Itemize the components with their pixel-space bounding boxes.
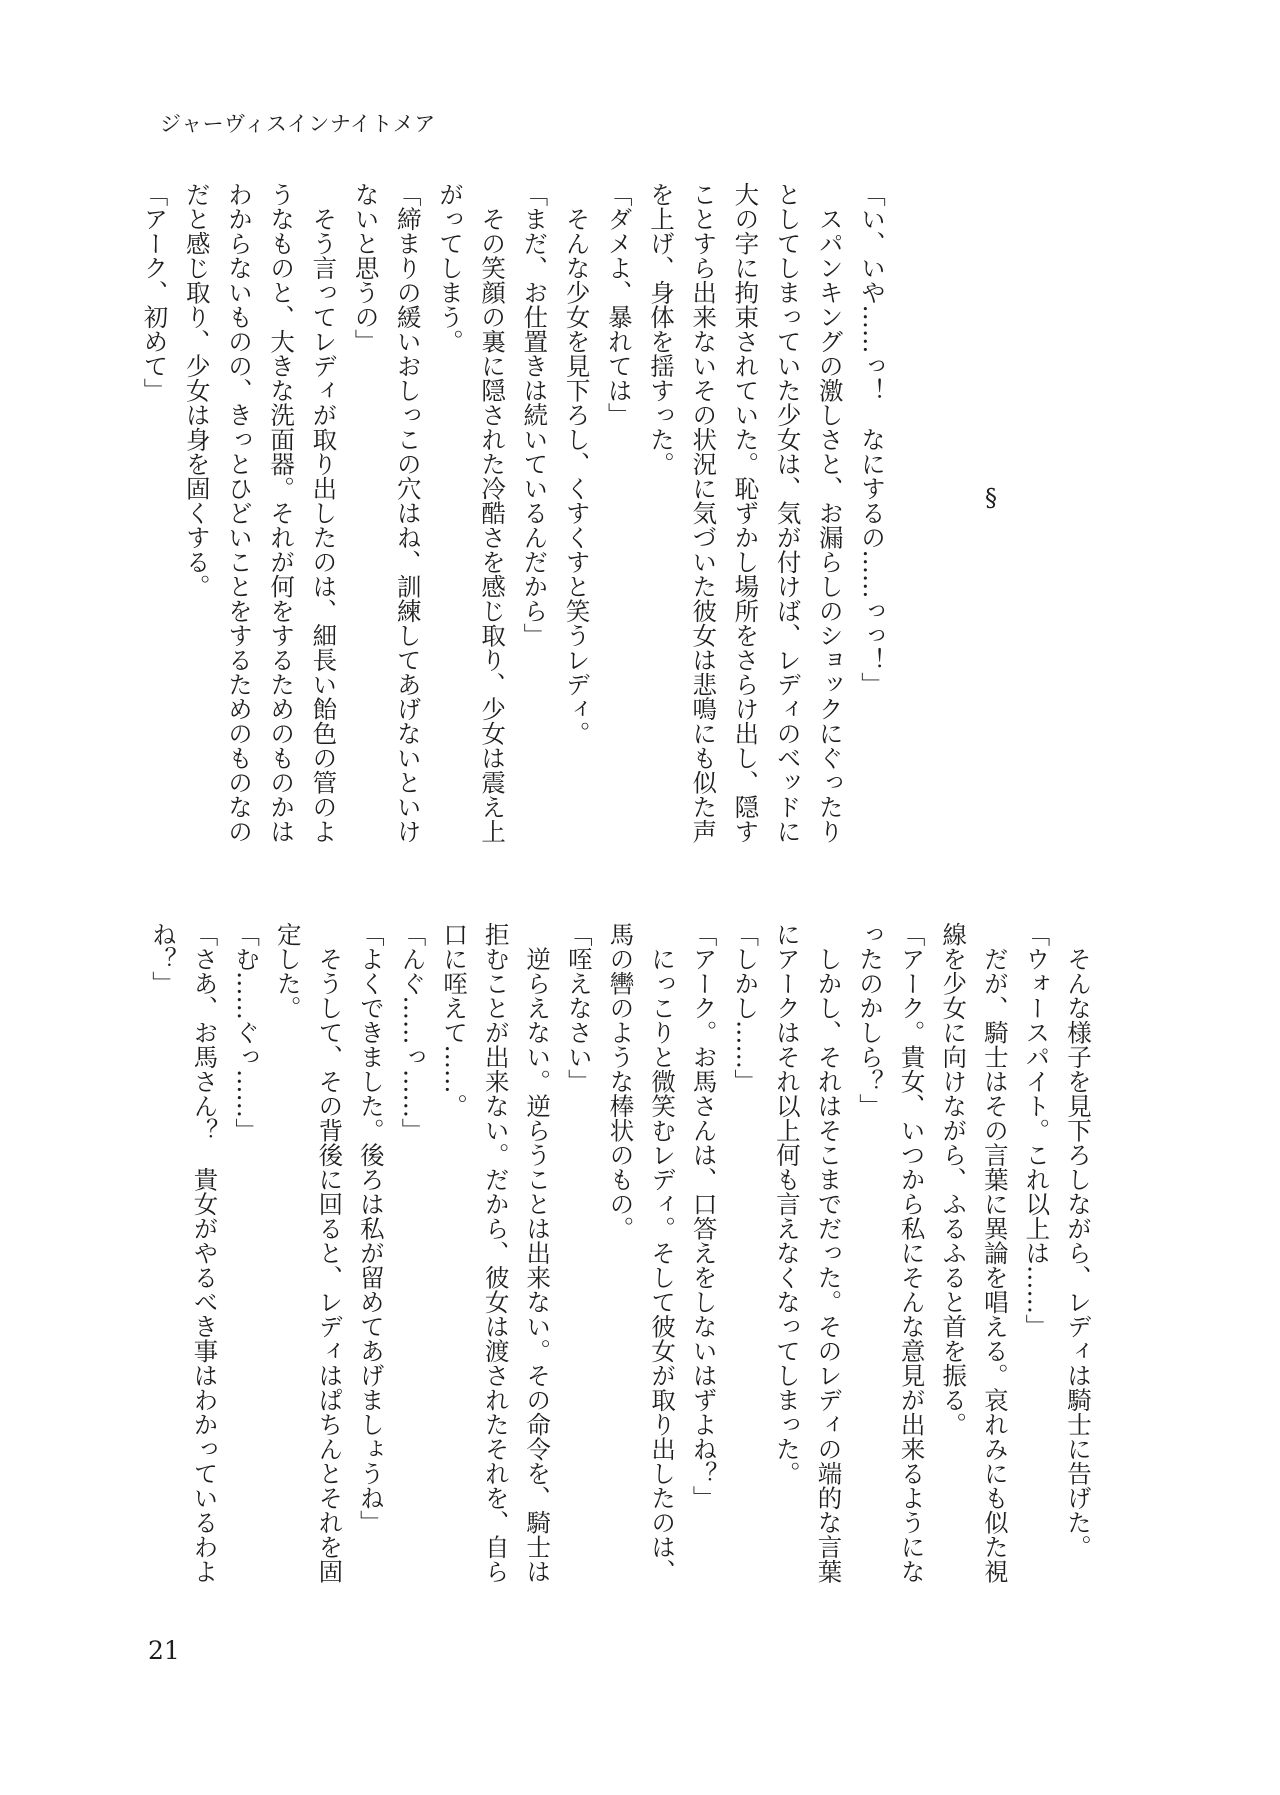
text-line: 口に咥えて……。 bbox=[440, 922, 470, 1118]
page-number: 21 bbox=[148, 1636, 180, 1665]
text-line: としてしまっていた少女は、気が付けば、レディのベッドに bbox=[773, 182, 803, 844]
text-line: しかし、それはそこまでだった。そのレディの端的な言葉 bbox=[814, 922, 844, 1584]
text-line: 「ウォースパイト。これ以上は……」 bbox=[1022, 922, 1052, 1339]
text-line: 「アーク。お馬さんは、口答えをしないはずよね？」 bbox=[689, 922, 719, 1510]
text-line: ったのかしら？」 bbox=[856, 922, 886, 1118]
text-line: 「締まりの緩いおしっこの穴はね、訓練してあげないといけ bbox=[393, 182, 423, 844]
text-line: 「い、いや……っ！ なにするの……っっ！」 bbox=[858, 182, 887, 697]
text-line: 「まだ、お仕置きは続いているんだから」 bbox=[520, 182, 550, 648]
text-block-lower bbox=[142, 922, 1099, 1592]
text-line: だと感じ取り、少女は身を固くする。 bbox=[182, 182, 212, 599]
text-line: 線を少女に向けながら、ふるふると首を振る。 bbox=[939, 922, 969, 1437]
text-line: 「んぐ……っ……」 bbox=[398, 922, 428, 1143]
text-line: 大の字に拘束されていた。恥ずかし場所をさらけ出し、隠す bbox=[731, 182, 761, 844]
text-block-upper bbox=[133, 182, 893, 852]
text-line: 「よくできました。後ろは私が留めてあげましょうね」 bbox=[356, 922, 386, 1535]
text-line: にアークはそれ以上何も言えなくなってしまった。 bbox=[772, 922, 802, 1486]
text-line: を上げ、身体を揺すった。 bbox=[646, 182, 676, 476]
text-line: 「アーク、初めて」 bbox=[140, 182, 170, 403]
text-line: だが、騎士はその言葉に異論を唱える。哀れみにも似た視 bbox=[980, 922, 1010, 1584]
text-line: そんな様子を見下ろしながら、レディは騎士に告げた。 bbox=[1064, 922, 1093, 1559]
text-line: がってしまう。 bbox=[435, 182, 465, 354]
section-break-mark: § bbox=[985, 484, 997, 512]
running-title: ジャーヴィスインナイトメア bbox=[160, 112, 436, 136]
text-line: その笑顔の裏に隠された冷酷さを感じ取り、少女は震え上 bbox=[478, 182, 508, 844]
text-line: 「しかし……」 bbox=[731, 922, 761, 1094]
text-line: うなものと、大きな洗面器。それが何をするためのものかは bbox=[267, 182, 297, 844]
text-line: 拒むことが出来ない。だから、彼女は渡されたそれを、自ら bbox=[481, 922, 511, 1584]
text-line: 「ダメよ、暴れては」 bbox=[604, 182, 634, 427]
text-line: スパンキングの激しさと、お漏らしのショックにぐったり bbox=[815, 182, 845, 844]
text-line: そう言ってレディが取り出したのは、細長い飴色の管のよ bbox=[309, 182, 339, 844]
text-line: 「さあ、お馬さん？ 貴女がやるべき事はわかっているわよ bbox=[190, 922, 220, 1584]
text-line: そうして、その背後に回ると、レディはぱちんとそれを固 bbox=[315, 922, 345, 1584]
text-line: 定した。 bbox=[273, 922, 303, 1020]
text-line: そんな少女を見下ろし、くすくすと笑うレディ。 bbox=[562, 182, 592, 746]
text-line: ことすら出来ないその状況に気づいた彼女は悲鳴にも似た声 bbox=[689, 182, 719, 844]
text-line: 馬の轡のような棒状のもの。 bbox=[606, 922, 636, 1241]
text-line: わからないものの、きっとひどいことをするためのものなの bbox=[224, 182, 254, 844]
text-line: 「咥えなさい」 bbox=[564, 922, 594, 1094]
text-line: 逆らえない。逆らうことは出来ない。その命令を、騎士は bbox=[523, 922, 553, 1584]
text-line: にっこりと微笑むレディ。そして彼女が取り出したのは、 bbox=[648, 922, 678, 1584]
text-line: ないと思うの」 bbox=[351, 182, 381, 354]
text-line: ね？」 bbox=[148, 922, 178, 996]
text-line: 「む……ぐっ……」 bbox=[232, 922, 262, 1143]
text-line: 「アーク。貴女、いつから私にそんな意見が出来るようにな bbox=[897, 922, 927, 1584]
